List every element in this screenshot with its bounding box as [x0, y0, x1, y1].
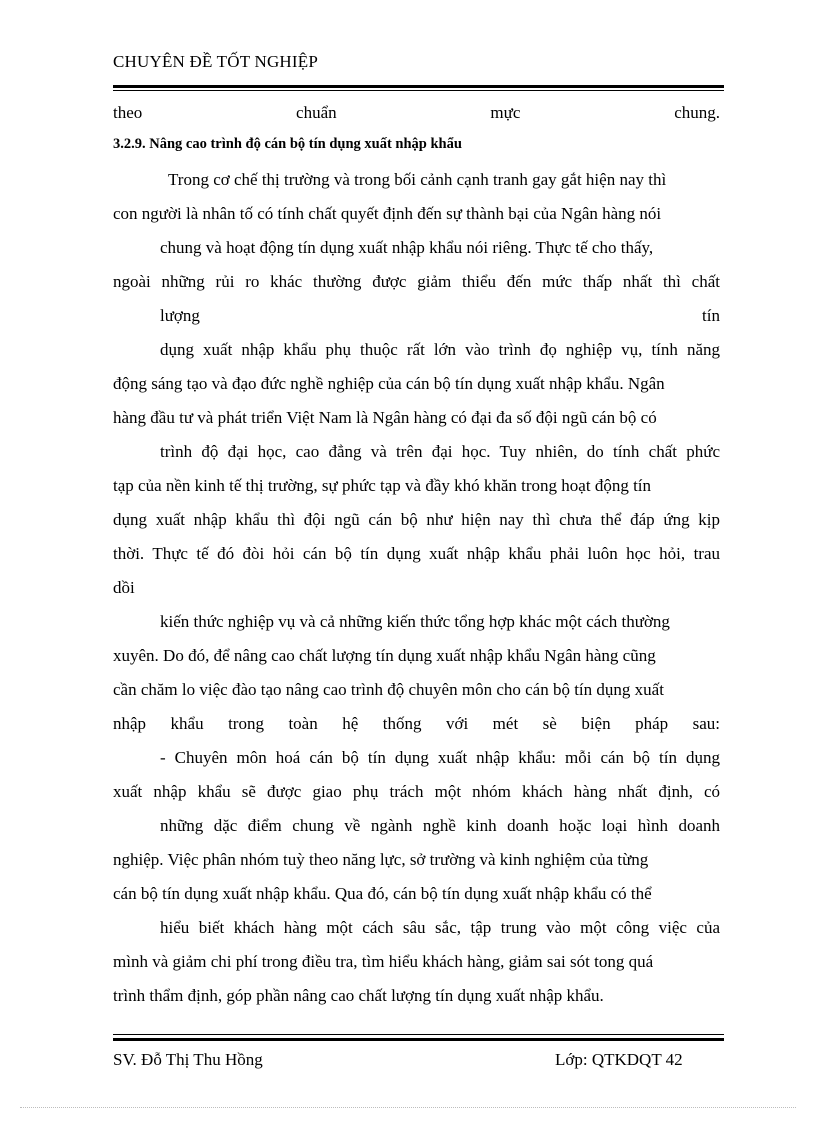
body-line: hiểu biết khách hàng một cách sâu sắc, tập trung vào một công việc của	[160, 918, 720, 937]
body-line: dụng xuất nhập khẩu phụ thuộc rất lớn vào trình đọ nghiệp vụ, tính năng	[160, 340, 720, 359]
footer-class: Lớp: QTKDQT 42	[555, 1050, 683, 1069]
page-bottom-edge	[20, 1107, 796, 1108]
body-line: tạp của nền kinh tế thị trường, sự phức tạp và đầy khó khăn trong hoạt động tín	[113, 476, 652, 495]
body-line: kiến thức nghiệp vụ và cả những kiến thức tổng hợp khác một cách thường	[160, 612, 670, 631]
body-line: Trong cơ chế thị trường và trong bối cảnh cạnh tranh gay gắt hiện nay thì	[168, 170, 667, 189]
footer-rule-thin	[113, 1034, 724, 1035]
body-line: cán bộ tín dụng xuất nhập khẩu. Qua đó, cán bộ tín dụng xuất nhập khẩu có thể	[113, 884, 652, 903]
body-line: dụng xuất nhập khẩu thì đội ngũ cán bộ như hiện nay thì chưa thể đáp ứng kịp	[113, 510, 720, 529]
body-line: mình và giảm chi phí trong điều tra, tìm hiểu khách hàng, giảm sai sót tong quá	[113, 952, 654, 971]
body-line: dồi	[113, 578, 135, 597]
body-line: - Chuyên môn hoá cán bộ tín dụng xuất nhập khẩu: mỗi cán bộ tín dụng	[160, 748, 720, 767]
page-header-title: CHUYÊN ĐỀ TỐT NGHIỆP	[113, 52, 319, 71]
body-line: theo chuẩn mực chung.	[113, 103, 720, 122]
body-line: xuất nhập khẩu sẽ được giao phụ trách một nhóm khách hàng nhất định, có	[113, 782, 720, 801]
body-line: xuyên. Do đó, để nâng cao chất lượng tín dụng xuất nhập khẩu Ngân hàng cũng	[113, 646, 656, 665]
body-line: trình độ đại học, cao đẳng và trên đại học. Tuy nhiên, do tính chất phức	[160, 442, 720, 461]
body-line: trình thẩm định, góp phần nâng cao chất lượng tín dụng xuất nhập khẩu.	[113, 986, 604, 1005]
footer-student-name: SV. Đỗ Thị Thu Hồng	[113, 1050, 263, 1069]
section-heading: 3.2.9. Nâng cao trình độ cán bộ tín dụng xuất nhập khẩu	[113, 136, 462, 152]
header-rule-thick	[113, 85, 724, 88]
body-line: ngoài những rủi ro khác thường được giảm thiểu đến mức thấp nhất thì chất	[113, 272, 720, 291]
body-line: chung và hoạt động tín dụng xuất nhập khẩu nói riêng. Thực tế cho thấy,	[160, 238, 654, 257]
body-line: hàng đầu tư và phát triển Việt Nam là Ngân hàng có đại đa số đội ngũ cán bộ có	[113, 408, 657, 427]
body-line: nghiệp. Việc phân nhóm tuỳ theo năng lực, sở trường và kinh nghiệm của từng	[113, 850, 649, 869]
body-line: con người là nhân tố có tính chất quyết định đến sự thành bại của Ngân hàng nói	[113, 204, 662, 223]
body-line: cần chăm lo việc đào tạo nâng cao trình độ chuyên môn cho cán bộ tín dụng xuất	[113, 680, 664, 699]
footer-rule-thick	[113, 1038, 724, 1041]
body-line: lượng tín	[160, 306, 720, 325]
body-line: thời. Thực tế đó đòi hỏi cán bộ tín dụng xuất nhập khẩu phải luôn học hỏi, trau	[113, 544, 720, 563]
header-rule-thin	[113, 90, 724, 91]
body-line: những dặc điểm chung về ngành nghề kinh doanh hoặc loại hình doanh	[160, 816, 720, 835]
body-line: động sáng tạo và đạo đức nghề nghiệp của cán bộ tín dụng xuất nhập khẩu. Ngân	[113, 374, 665, 393]
body-line: nhập khẩu trong toàn hệ thống với mét sè biện pháp sau:	[113, 714, 720, 733]
